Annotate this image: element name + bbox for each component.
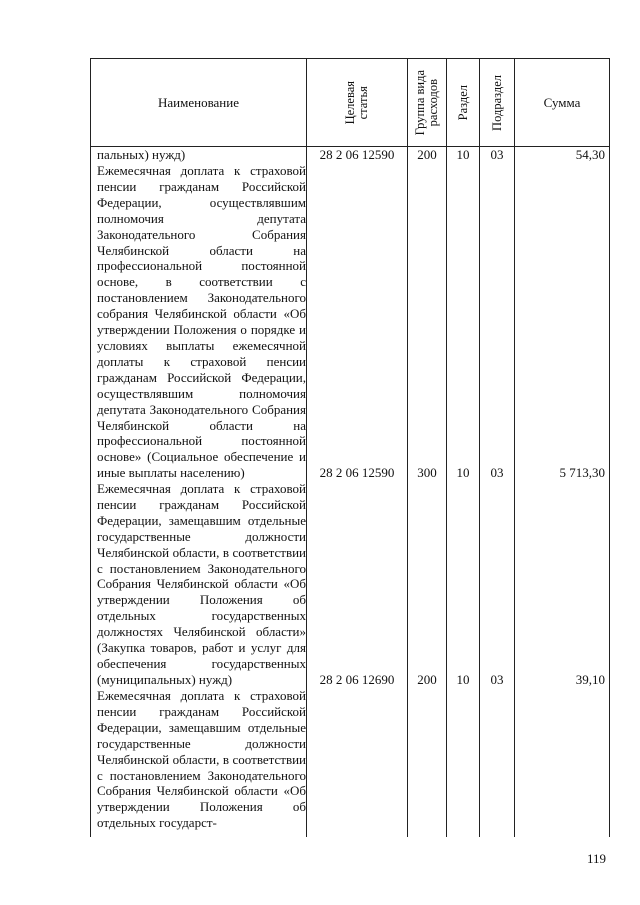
budget-table: [90, 58, 610, 837]
header-group-line2: расходов: [426, 78, 440, 127]
row-target: 28 2 06 12590: [319, 465, 395, 480]
row-target: 28 2 06 12690: [319, 672, 395, 687]
row-sum: 39,10: [575, 672, 605, 687]
header-group-label: [414, 70, 440, 135]
page-number: 119: [586, 851, 606, 866]
row-subsection: 03: [490, 672, 504, 687]
header-group-line1: Группа вида: [413, 69, 427, 136]
row-section: 10: [456, 147, 470, 162]
header-target-label: [344, 81, 370, 124]
header-name-label: Наименование: [158, 94, 239, 110]
table-row-name: [97, 147, 306, 163]
header-group: [408, 59, 446, 146]
row-text: Ежемесячная доплата к страховой пенсии гражданам Российской Федерации, осуществлявшим полномочия депутата Законодательного Собрания Челябинской области на профессиональной постоянной основе, в соответствии с постановлением Законодательного собрания Челябинской области «Об утверждении Положения о порядке и условиях выплаты ежемесячной доплаты к страховой пенсии гражданам Российской Федерации, осуществлявшим полномочия депутата Законодательного Собрания Челябинской области на профессиональной постоянной основе» (Социальное обеспечение и иные выплаты населению): [97, 163, 306, 481]
row-section: 10: [456, 672, 470, 687]
row-section: 10: [456, 465, 470, 480]
row-sum: 5 713,30: [559, 465, 605, 480]
row-group: 300: [417, 465, 437, 480]
table-row-name: [97, 163, 306, 481]
row-text: Ежемесячная доплата к страховой пенсии гражданам Российской Федерации, замещавшим отдельные государственные должности Челябинской области, в соответствии с постановлением Законодательного Собрания Челябинской области «Об утверждении Положения об отдельных государственных должностях Челябинской области» (Закупка товаров, работ и услуг для обеспечения государственных (муниципальных) нужд): [97, 481, 306, 687]
col-divider: [446, 59, 447, 837]
header-target: [307, 59, 407, 146]
header-section: [447, 59, 479, 146]
row-subsection: 03: [490, 465, 504, 480]
header-target-line1: Целевая: [343, 80, 357, 125]
header-subsection-label: Подраздел: [489, 74, 504, 131]
row-group: 200: [417, 147, 437, 162]
col-divider: [479, 59, 480, 837]
header-name: [91, 59, 306, 146]
header-sum: [515, 59, 609, 146]
header-section-label: Раздел: [455, 84, 470, 121]
header-sum-label: Сумма: [543, 94, 581, 110]
row-target: 28 2 06 12590: [319, 147, 395, 162]
header-target-line2: статья: [356, 85, 370, 120]
row-subsection: 03: [490, 147, 504, 162]
row-text: Ежемесячная доплата к страховой пенсии гражданам Российской Федерации, замещавшим отдельные государственные должности Челябинской области, в соответствии с постановлением Законодательного Собрания Челябинской области «Об утверждении Положения об отдельных государст-: [97, 688, 306, 831]
header-subsection: [480, 59, 514, 146]
row-group: 200: [417, 672, 437, 687]
col-divider: [306, 59, 307, 837]
table-row-name: [97, 688, 306, 831]
row-sum: 54,30: [575, 147, 605, 162]
col-divider: [407, 59, 408, 837]
col-divider: [514, 59, 515, 837]
row-text: пальных) нужд): [97, 147, 186, 162]
table-row-name: [97, 481, 306, 688]
